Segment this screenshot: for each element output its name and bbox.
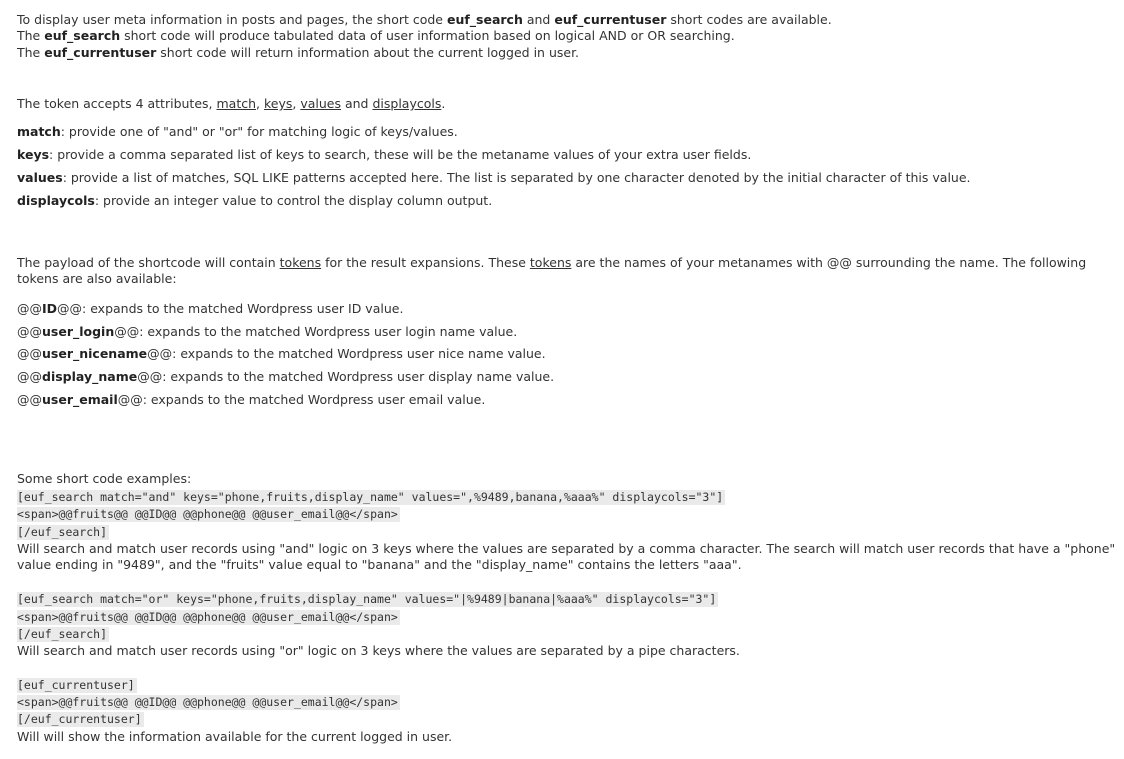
token-prefix: @@ [17, 324, 42, 339]
intro-text: short code will produce tabulated data of user information based on logical AND or OR searching. [120, 28, 735, 43]
attribute-name: match [17, 124, 61, 139]
code-snippet: <span>@@fruits@@ @@ID@@ @@phone@@ @@user_email@@</span> [17, 695, 398, 709]
attribute-desc: : provide an integer value to control the display column output. [94, 193, 493, 208]
attribute-link-match: match [216, 96, 257, 111]
token-item-id [17, 301, 403, 317]
shortcode-name: euf_currentuser [44, 45, 157, 60]
token-item-user-nicename [17, 346, 546, 362]
token-desc: : expands to the matched Wordpress user ID value. [82, 301, 404, 316]
token-desc: : expands to the matched Wordpress user nice name value. [172, 346, 546, 361]
example-1-open [17, 489, 725, 505]
token-name: display_name [42, 369, 138, 384]
token-desc: : expands to the matched Wordpress user email value. [142, 392, 486, 407]
example-2-desc: Will search and match user records using "or" logic on 3 keys where the values are separated by a pipe characters. [17, 643, 740, 658]
token-prefix: @@ [17, 392, 42, 407]
token-item-user-email [17, 392, 485, 408]
attribute-desc: : provide one of "and" or "or" for matching logic of keys/values. [60, 124, 458, 139]
token-prefix: @@ [17, 369, 42, 384]
token-suffix: @@ [114, 324, 140, 339]
attributes-intro-text: The token accepts 4 attributes, [17, 96, 217, 111]
example-2-body [17, 609, 400, 625]
attributes-intro [17, 96, 445, 112]
intro-text: The [17, 28, 45, 43]
intro-line-2 [17, 28, 735, 44]
intro-text: and [522, 12, 555, 27]
code-snippet: [/euf_currentuser] [17, 712, 142, 726]
intro-text: short codes are available. [666, 12, 832, 27]
attribute-name: displaycols [17, 193, 95, 208]
token-suffix: @@ [117, 392, 143, 407]
token-name: user_email [42, 392, 118, 407]
attribute-name: values [17, 170, 63, 185]
example-1-close [17, 524, 109, 540]
attribute-desc: : provide a list of matches, SQL LIKE patterns accepted here. The list is separated by one character denoted by the initial character of this value. [62, 170, 971, 185]
payload-text: for the result expansions. These [321, 255, 530, 270]
example-3-open [17, 677, 137, 693]
separator: , [292, 96, 301, 111]
intro-line-1 [17, 12, 832, 28]
token-name: user_login [42, 324, 115, 339]
tokens-link: tokens [529, 255, 572, 270]
token-item-user-login [17, 324, 517, 340]
separator: , [256, 96, 264, 111]
attribute-item-keys [17, 147, 751, 163]
tokens-link: tokens [279, 255, 322, 270]
examples-heading: Some short code examples: [17, 471, 192, 486]
token-desc: : expands to the matched Wordpress user display name value. [162, 369, 555, 384]
attribute-item-displaycols [17, 193, 492, 209]
token-prefix: @@ [17, 346, 42, 361]
shortcode-name: euf_search [44, 28, 121, 43]
example-1-body [17, 506, 400, 522]
separator: and [341, 96, 373, 111]
example-1-desc: Will search and match user records using "and" logic on 3 keys where the values are separated by a comma character. The search will match user records that have a "phone" value ending in "9489", and the "fruits" value equal to "banana" and the "display_name" contains the letters "aaa". [17, 541, 1116, 572]
separator: . [441, 96, 446, 111]
code-snippet: <span>@@fruits@@ @@ID@@ @@phone@@ @@user_email@@</span> [17, 610, 398, 624]
token-suffix: @@ [137, 369, 163, 384]
token-name: user_nicename [42, 346, 148, 361]
attribute-link-keys: keys [263, 96, 293, 111]
token-suffix: @@ [147, 346, 173, 361]
token-prefix: @@ [17, 301, 42, 316]
payload-text: The payload of the shortcode will contain [17, 255, 280, 270]
code-snippet: [euf_search match="and" keys="phone,fruits,display_name" values=",%9489,banana,%aaa%" displaycols="3"] [17, 490, 724, 504]
code-snippet: <span>@@fruits@@ @@ID@@ @@phone@@ @@user_email@@</span> [17, 507, 398, 521]
attribute-item-values [17, 170, 971, 186]
example-3-body [17, 694, 400, 710]
payload-paragraph [17, 255, 1117, 287]
example-3-desc: Will will show the information available for the current logged in user. [17, 729, 453, 744]
code-snippet: [/euf_search] [17, 525, 108, 539]
attribute-item-match [17, 124, 458, 140]
token-suffix: @@ [57, 301, 83, 316]
attribute-link-values: values [300, 96, 341, 111]
example-2-close [17, 626, 109, 642]
token-desc: : expands to the matched Wordpress user login name value. [139, 324, 518, 339]
attribute-desc: : provide a comma separated list of keys to search, these will be the metaname values of your extra user fields. [49, 147, 752, 162]
payload-text: are the names of your metanames with @@ surrounding the name. The following tokens are also available: [17, 255, 1087, 286]
intro-text: To display user meta information in posts and pages, the short code [17, 12, 447, 27]
intro-text: The [17, 45, 45, 60]
attribute-link-displaycols: displaycols [372, 96, 442, 111]
code-snippet: [euf_search match="or" keys="phone,fruits,display_name" values="|%9489|banana|%aaa%" displaycols="3"] [17, 592, 717, 606]
attribute-name: keys [17, 147, 50, 162]
shortcode-name: euf_search [446, 12, 523, 27]
token-item-display-name [17, 369, 554, 385]
intro-line-3 [17, 45, 579, 61]
example-3-close [17, 711, 144, 727]
code-snippet: [/euf_search] [17, 627, 108, 641]
token-name: ID [42, 301, 58, 316]
intro-text: short code will return information about the current logged in user. [156, 45, 580, 60]
shortcode-name: euf_currentuser [554, 12, 667, 27]
code-snippet: [euf_currentuser] [17, 678, 135, 692]
example-2-open [17, 591, 718, 607]
